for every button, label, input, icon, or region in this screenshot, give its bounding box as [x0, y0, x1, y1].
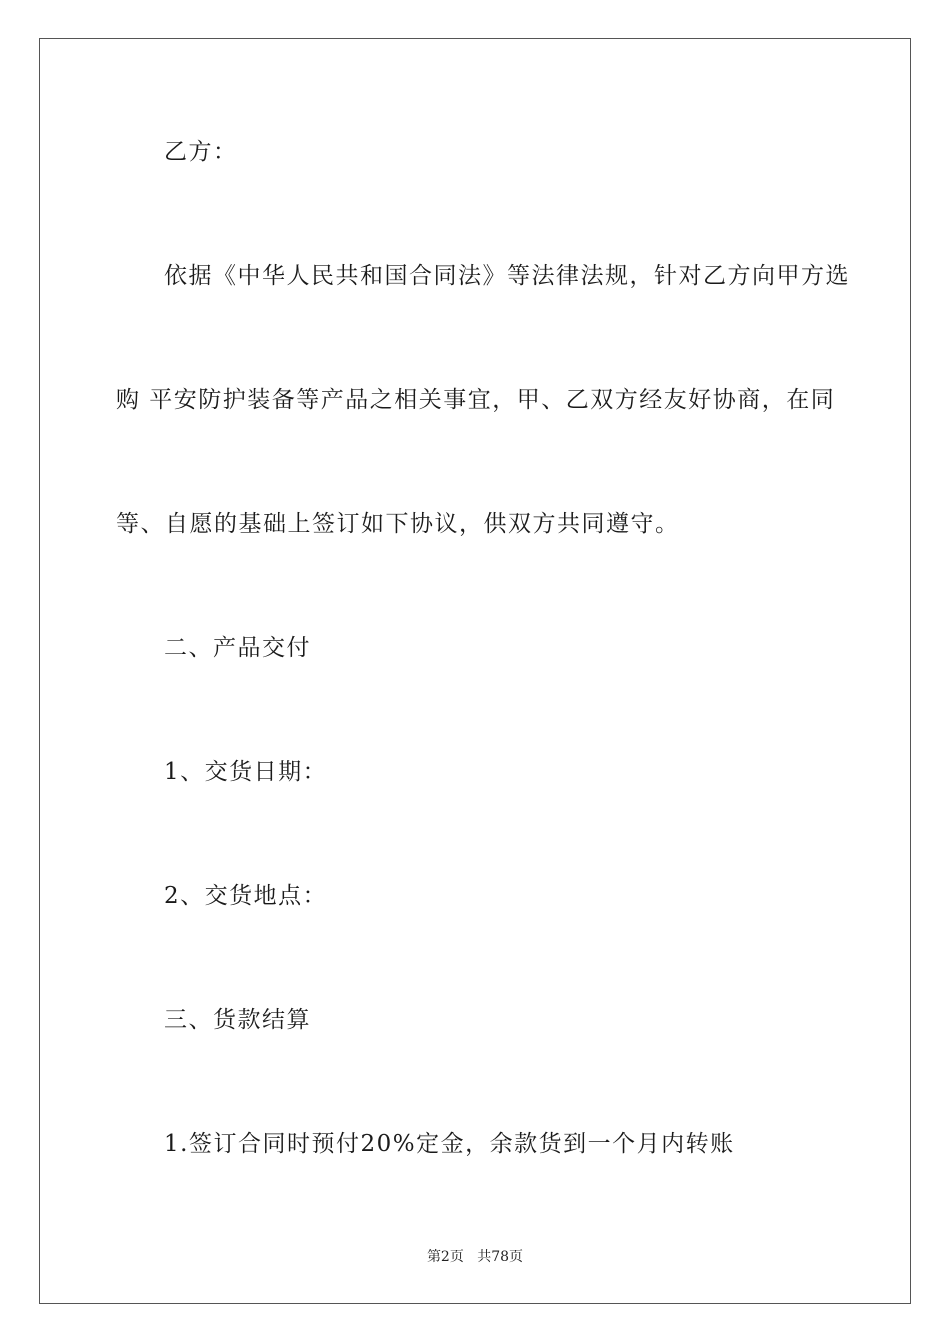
delivery-date-item: 1、交货日期： — [164, 759, 328, 785]
intro-paragraph-line-2: 购 平安防护装备等产品之相关事宜，甲、乙双方经友好协商，在同 — [116, 387, 836, 413]
total-page-count: 共78页 — [477, 1249, 524, 1265]
current-page-number: 第2页 — [426, 1249, 464, 1265]
page-border — [39, 38, 911, 1304]
section-3-heading: 三、货款结算 — [164, 1007, 311, 1033]
intro-paragraph-line-3: 等、自愿的基础上签订如下协议，供双方共同遵守。 — [116, 511, 680, 537]
section-2-heading: 二、产品交付 — [164, 635, 311, 661]
delivery-place-item: 2、交货地点： — [164, 883, 328, 909]
payment-terms-item: 1.签订合同时预付20%定金，余款货到一个月内转账 — [164, 1131, 735, 1157]
page-footer — [0, 1248, 950, 1266]
intro-paragraph-line-1: 依据《中华人民共和国合同法》等法律法规，针对乙方向甲方选 — [164, 263, 850, 289]
party-b-label: 乙方： — [164, 139, 238, 165]
